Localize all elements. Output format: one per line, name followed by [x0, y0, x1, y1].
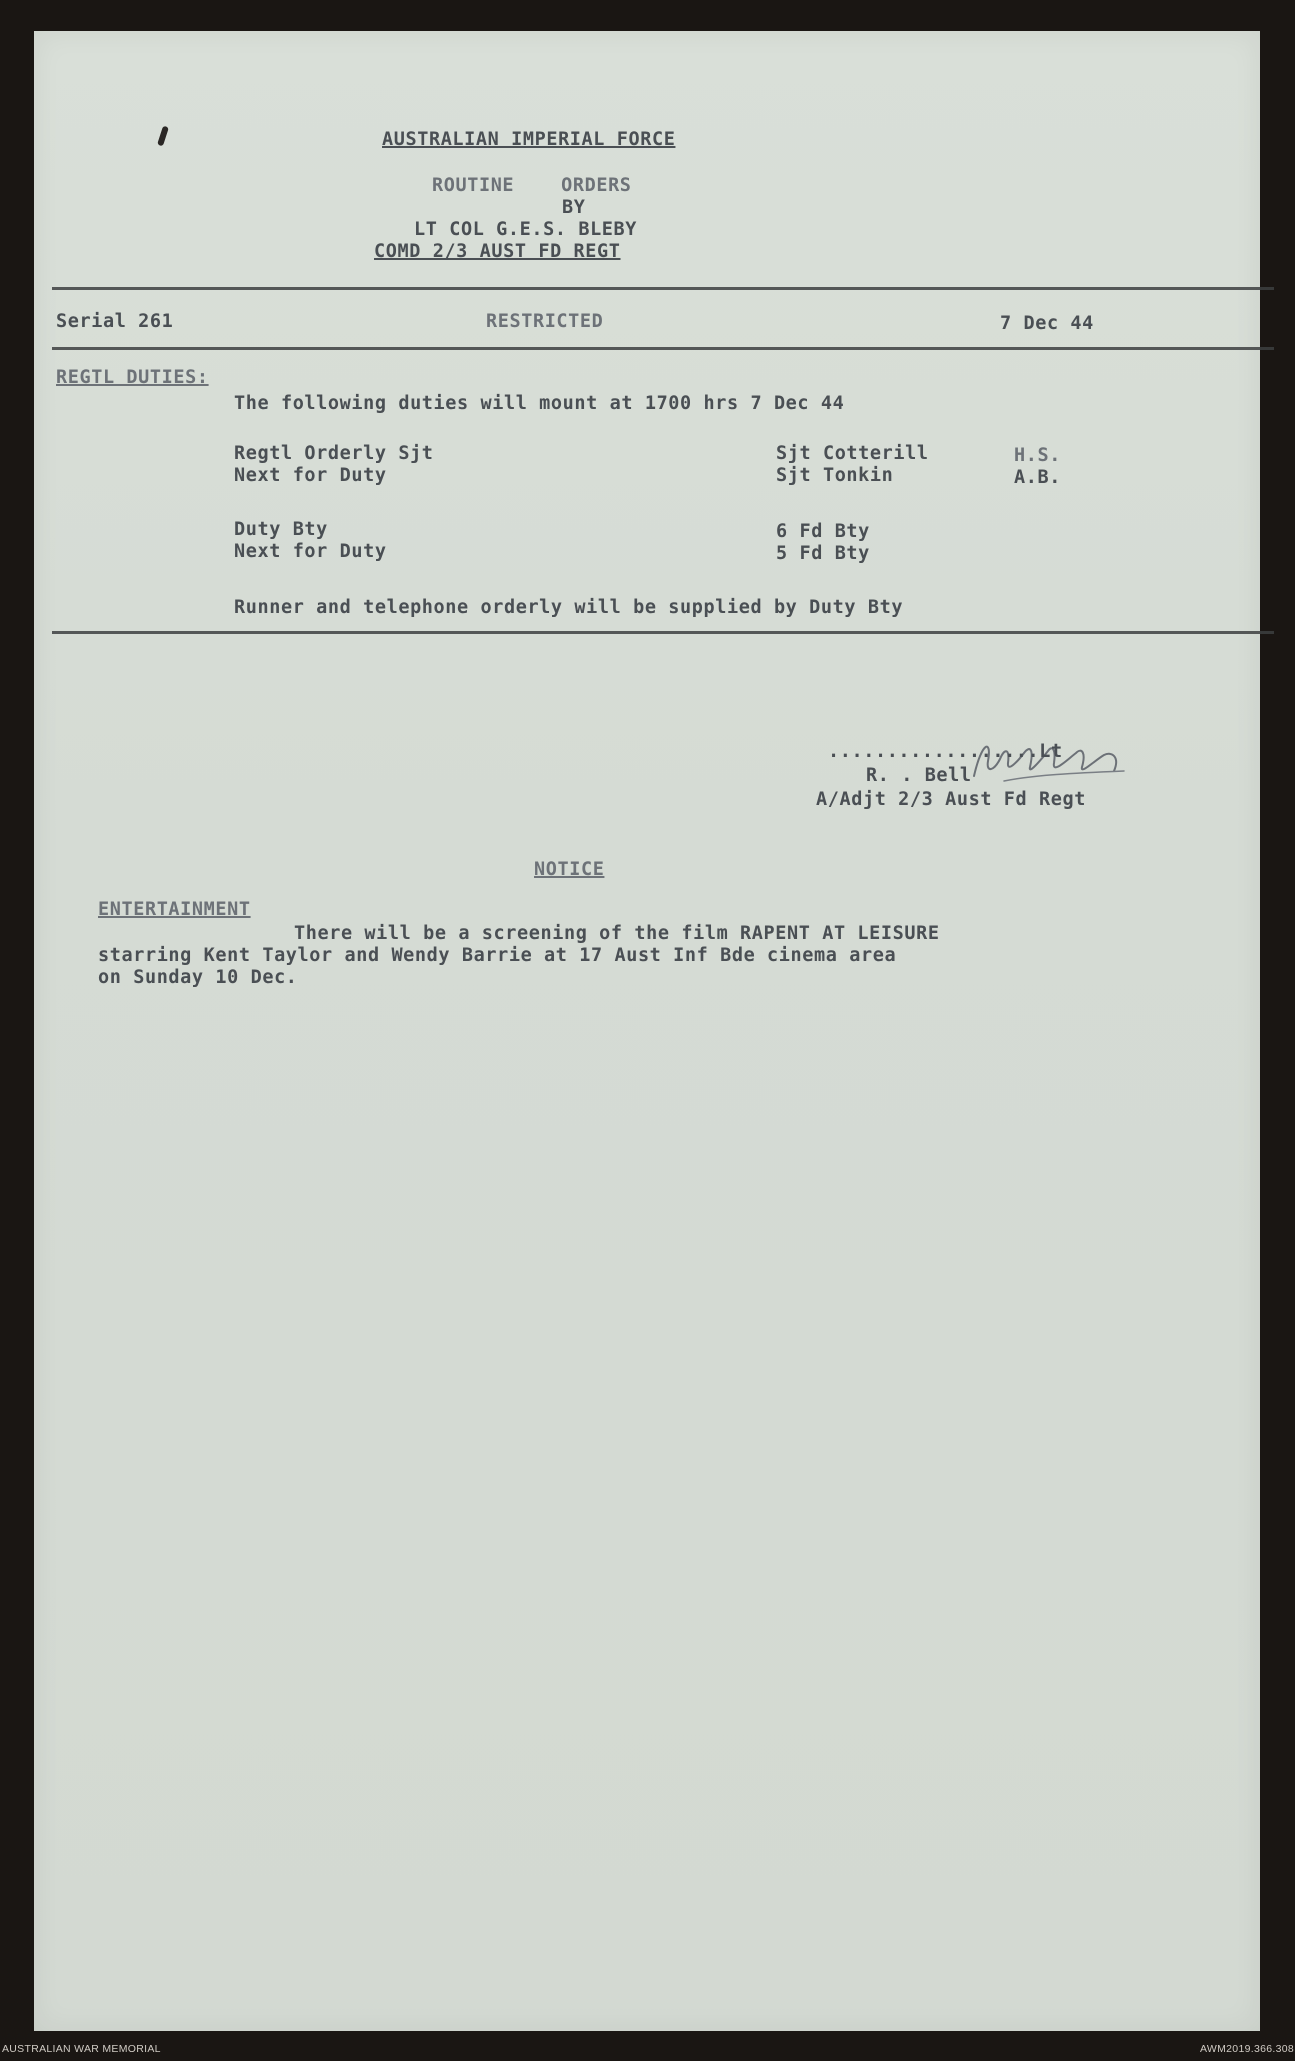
duties-intro: The following duties will mount at 1700 hrs 7 Dec 44: [234, 393, 845, 414]
unit-name: COMD 2/3 AUST FD REGT: [374, 241, 621, 262]
duty-assignee: 5 Fd Bty: [776, 543, 870, 564]
document-page: [34, 31, 1260, 2031]
notice-line: starring Kent Taylor and Wendy Barrie at 17 Aust Inf Bde cinema area: [98, 945, 897, 966]
duties-heading: REGTL DUTIES:: [56, 367, 209, 388]
duty-initials: H.S.: [1014, 445, 1061, 466]
runner-note: Runner and telephone orderly will be supplied by Duty Bty: [234, 597, 904, 618]
duties-rule: [52, 631, 1274, 634]
duty-label: Regtl Orderly Sjt: [234, 443, 434, 464]
duty-label: Duty Bty: [234, 519, 328, 540]
duty-assignee: 6 Fd Bty: [776, 521, 870, 542]
notice-heading: NOTICE: [534, 859, 605, 880]
order-date: 7 Dec 44: [1000, 313, 1094, 334]
by-line: BY: [562, 197, 586, 218]
document-title: AUSTRALIAN IMPERIAL FORCE: [382, 129, 676, 150]
header-rule-top: [52, 287, 1274, 290]
serial-number: Serial 261: [56, 311, 174, 332]
commander-name: LT COL G.E.S. BLEBY: [414, 219, 638, 240]
classification-label: RESTRICTED: [486, 311, 604, 332]
archive-caption-left: AUSTRALIAN WAR MEMORIAL: [2, 2043, 161, 2055]
header-rule-bottom: [52, 347, 1274, 350]
duty-assignee: Sjt Cotterill: [776, 443, 929, 464]
routine-orders-heading: ROUTINE ORDERS: [432, 175, 632, 196]
signatory-name: R. . Bell: [866, 765, 972, 786]
notice-line: There will be a screening of the film RAPENT AT LEISURE: [294, 923, 940, 944]
notice-line: on Sunday 10 Dec.: [98, 967, 298, 988]
signature-dots: ..................Lt: [828, 741, 1063, 762]
paper-tear-mark: [157, 126, 169, 147]
signatory-position: A/Adjt 2/3 Aust Fd Regt: [816, 789, 1086, 810]
duty-initials: A.B.: [1014, 467, 1061, 488]
duty-assignee: Sjt Tonkin: [776, 465, 894, 486]
duty-label: Next for Duty: [234, 541, 387, 562]
archive-caption-right: AWM2019.366.308: [1200, 2043, 1295, 2055]
notice-subheading: ENTERTAINMENT: [98, 899, 251, 920]
duty-label: Next for Duty: [234, 465, 387, 486]
